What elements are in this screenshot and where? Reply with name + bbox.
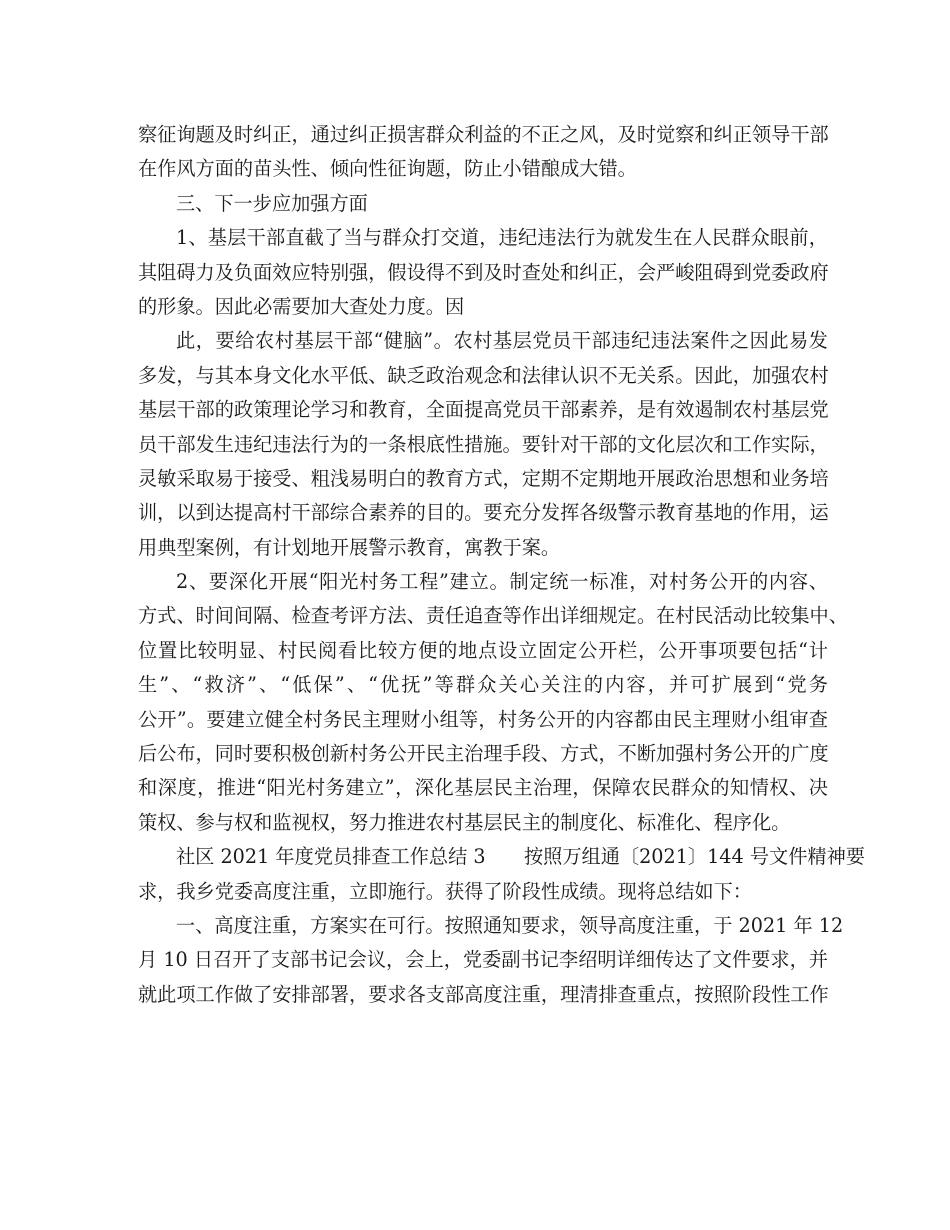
text-line: 灵敏采取易于接受、粗浅易明白的教育方式，定期不定期地开展政治思想和业务培 [138,466,829,490]
text-line: 此，要给农村基层干部“健脑”。农村基层党员干部违纪违法案件之因此易发 [176,329,828,353]
text-line: 位置比较明显、村民阅看比较方便的地点设立固定公开栏，公开事项要包括“计 [138,638,828,662]
text-line: 公开”。要建立健全村务民主理财小组等，村务公开的内容都由民主理财小组审查 [138,707,828,731]
text-line: 三、下一步应加强方面 [176,191,368,215]
text-line: 1、基层干部直截了当与群众打交道，违纪违法行为就发生在人民群众眼前， [176,226,828,250]
text-line: 员干部发生违纪违法行为的一条根底性措施。要针对干部的文化层次和工作实际， [138,432,829,456]
text-line: 后公布，同时要积极创新村务公开民主治理手段、方式，不断加强村务公开的广度 [138,742,829,766]
text-line: 的形象。因此必需要加大查处力度。因 [138,294,465,318]
text-line: 其阻碍力及负面效应特别强，假设得不到及时查处和纠正，会严峻阻碍到党委政府 [138,260,829,284]
text-line: 一、高度注重，方案实在可行。按照通知要求，领导高度注重，于 2021 年 12 [176,913,844,937]
text-line: 求，我乡党委高度注重，立即施行。获得了阶段性成绩。现将总结如下： [138,879,752,903]
text-line: 在作风方面的苗头性、倾向性征询题，防止小错酿成大错。 [138,157,637,181]
text-line: 月 10 日召开了支部书记会议，会上，党委副书记李绍明详细传达了文件要求，并 [138,948,828,972]
text-line: 社区 2021 年度党员排查工作总结 3 按照万组通〔2021〕144 号文件精神要 [176,845,865,869]
body-text [138,118,865,1012]
text-line: 方式、时间间隔、检查考评方法、责任追查等作出详细规定。在村民活动比较集中、 [138,604,848,628]
text-line: 基层干部的政策理论学习和教育，全面提高党员干部素养，是有效遏制农村基层党 [138,398,829,422]
text-line: 训，以到达提高村干部综合素养的目的。要充分发挥各级警示教育基地的作用，运 [138,501,829,525]
text-line: 策权、参与权和监视权，努力推进农村基层民主的制度化、标准化、程序化。 [138,810,791,834]
text-line: 多发，与其本身文化水平低、缺乏政治观念和法律认识不无关系。因此，加强农村 [138,363,829,387]
text-line: 察征询题及时纠正，通过纠正损害群众利益的不正之风，及时觉察和纠正领导干部 [138,123,829,146]
text-line: 和深度，推进“阳光村务建立”，深化基层民主治理，保障农民群众的知情权、决 [138,776,828,800]
text-line: 2、要深化开展“阳光村务工程”建立。制定统一标准，对村务公开的内容、 [176,570,828,594]
text-line: 生”、“救济”、“低保”、“优抚”等群众关心关注的内容，并可扩展到“党务 [138,673,828,697]
text-line: 就此项工作做了安排部署，要求各支部高度注重，理清排查重点，按照阶段性工作 [138,982,829,1006]
text-line: 用典型案例，有计划地开展警示教育，寓教于案。 [138,535,561,559]
